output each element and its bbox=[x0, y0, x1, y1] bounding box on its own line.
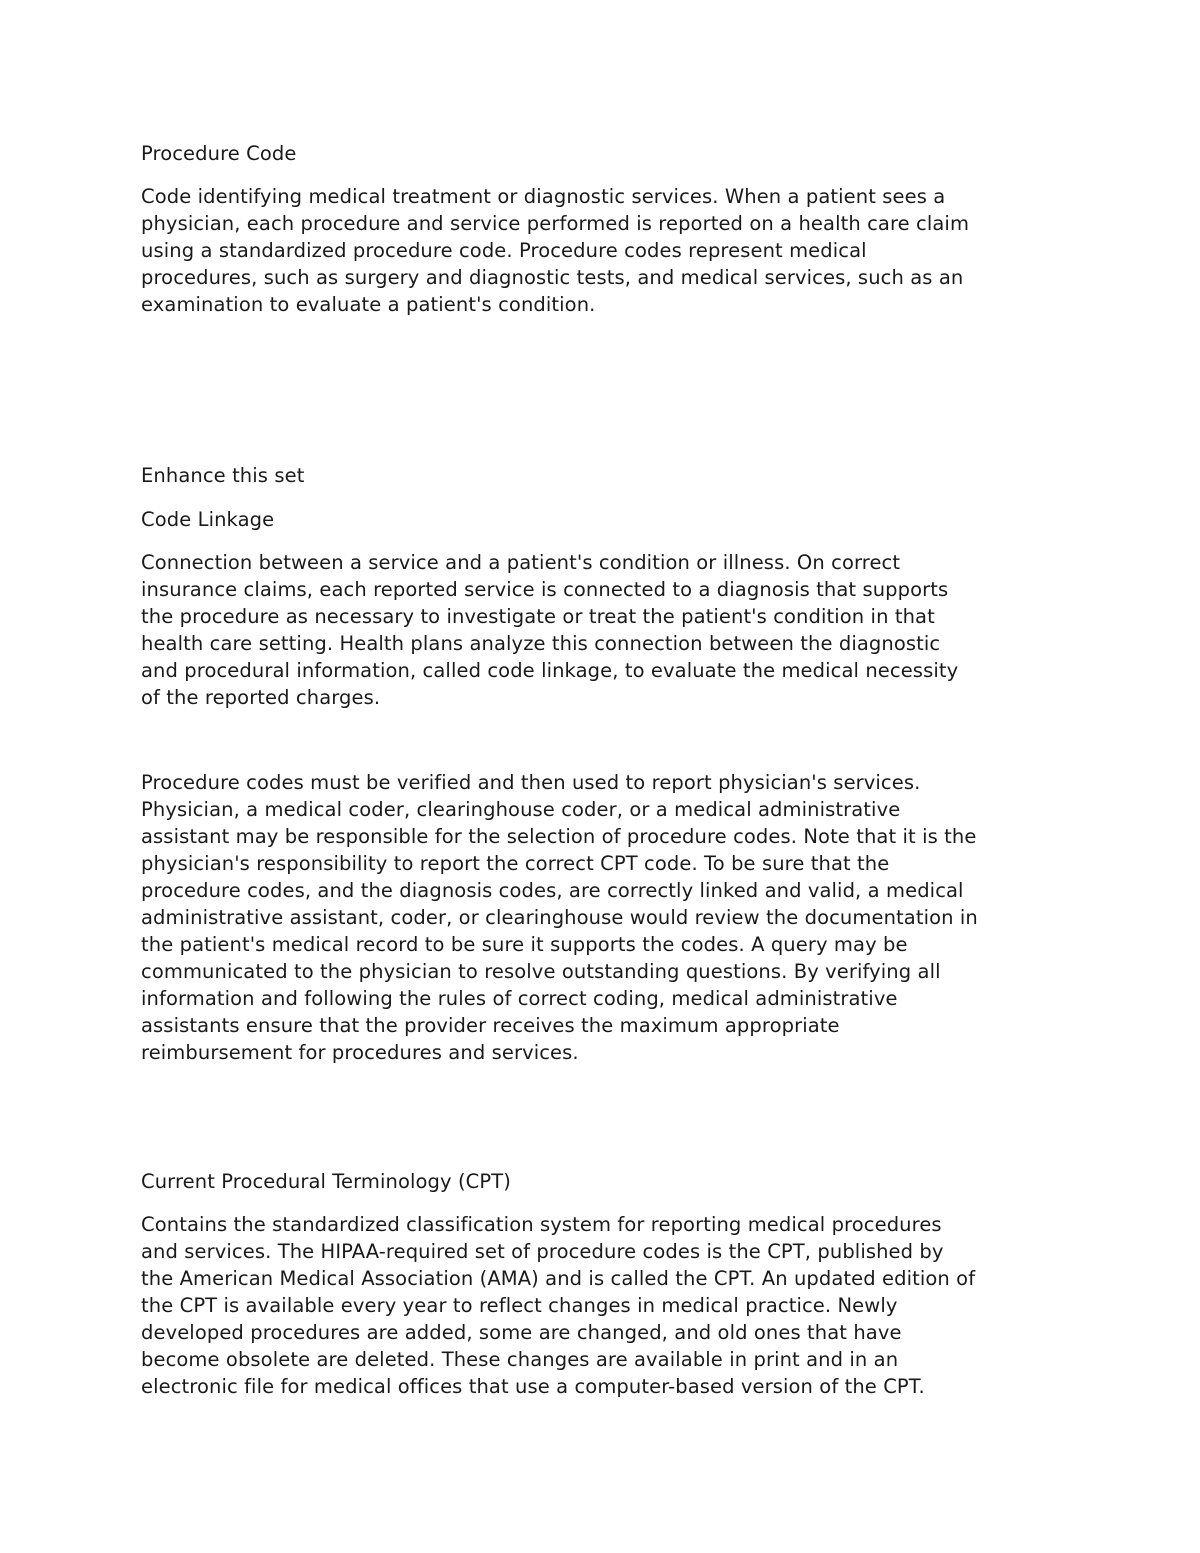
paragraph-procedure-code: Code identifying medical treatment or diagnostic services. When a patient sees a physician, each procedure and service performed is reported on a health care claim using a standardized procedure code. Procedure codes represent medical procedures, such as surgery and diagnostic tests, and medical services, such as an examination to evaluate a patient's condition. bbox=[141, 185, 970, 316]
heading-cpt: Current Procedural Terminology (CPT) bbox=[141, 1170, 511, 1193]
heading-procedure-code: Procedure Code bbox=[141, 142, 297, 165]
paragraph-cpt: Contains the standardized classification system for reporting medical procedures and services. The HIPAA-required set of procedure codes is the CPT, published by the American Medical Association (AMA) and is called the CPT. An updated edition of the CPT is available every year to reflect changes in medical practice. Newly developed procedures are added, some are changed, and old ones that have become obsolete are deleted. These changes are available in print and in an electronic file for medical offices that use a computer-based version of the CPT. bbox=[141, 1213, 976, 1398]
enhance-set-label: Enhance this set bbox=[141, 464, 305, 487]
paragraph-verification: Procedure codes must be verified and then used to report physician's services. Physician, a medical coder, clearinghouse coder, or a medical administrative assistant may be responsible for the selection of procedure codes. Note that it is the physician's responsibility to report the correct CPT code. To be sure that the procedure codes, and the diagnosis codes, are correctly linked and valid, a medical administrative assistant, coder, or clearinghouse would review the documentation in the patient's medical record to be sure it supports the codes. A query may be communicated to the physician to resolve outstanding questions. By verifying all information and following the rules of correct coding, medical administrative assistants ensure that the provider receives the maximum appropriate reimbursement for procedures and services. bbox=[141, 771, 978, 1064]
paragraph-code-linkage: Connection between a service and a patient's condition or illness. On correct insurance claims, each reported service is connected to a diagnosis that supports the procedure as necessary to investigate or treat the patient's condition in that health care setting. Health plans analyze this connection between the diagnostic and procedural information, called code linkage, to evaluate the medical necessity of the reported charges. bbox=[141, 551, 959, 709]
heading-code-linkage: Code Linkage bbox=[141, 508, 275, 531]
